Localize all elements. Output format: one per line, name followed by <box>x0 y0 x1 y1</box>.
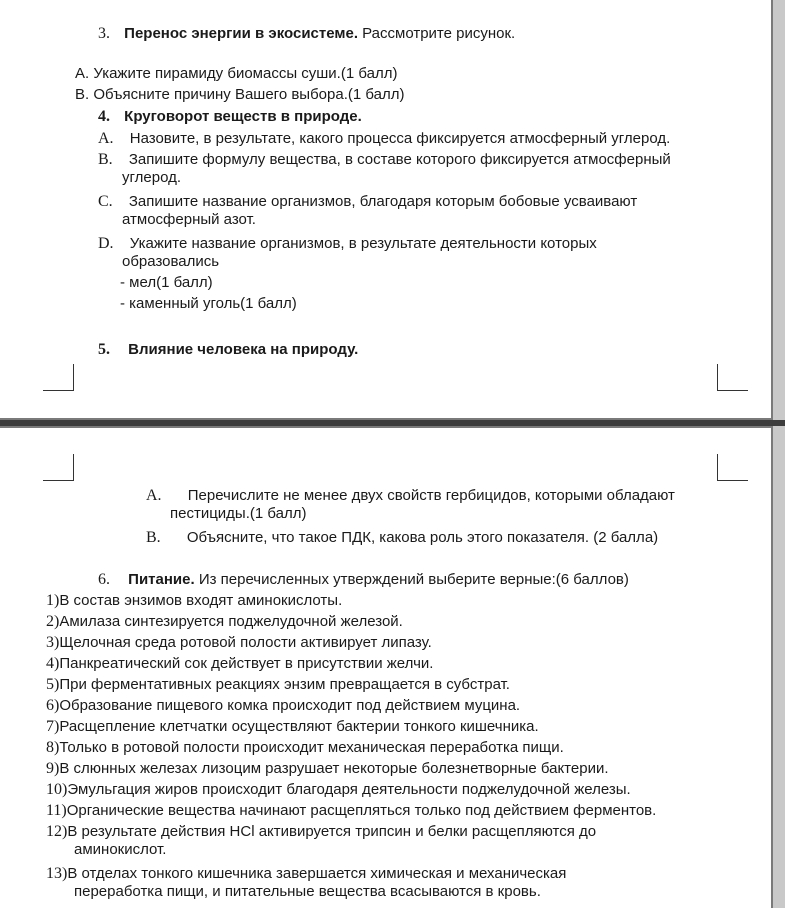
statement-item: 8)Только в ротовой полости происходит механическая переработка пищи. <box>46 739 564 756</box>
question-3b: В. Объясните причину Вашего выбора.(1 балл) <box>75 86 405 103</box>
question-5b: B. Объясните, что такое ПДК, какова роль этого показателя. (2 балла) <box>146 529 659 546</box>
question-4d: D. Укажите название организмов, в результате деятельности которых <box>98 235 597 252</box>
statement-item-cont: аминокислот. <box>74 841 167 858</box>
question-4b: B. Запишите формулу вещества, в составе которого фиксируется атмосферный <box>98 151 671 168</box>
question-5a: A. Перечислите не менее двух свойств гербицидов, которыми обладают <box>146 487 675 504</box>
statement-item: 5)При ферментативных реакциях энзим превращается в субстрат. <box>46 676 510 693</box>
question-6-title: Питание. <box>128 571 195 588</box>
statement-item: 10)Эмульгация жиров происходит благодаря деятельности поджелудочной железы. <box>46 781 631 798</box>
question-4-heading: 4. Круговорот веществ в природе. <box>98 108 362 125</box>
question-4a: A. Назовите, в результате, какого процесса фиксируется атмосферный углерод. <box>98 130 671 147</box>
statement-item: 4)Панкреатический сок действует в присутствии желчи. <box>46 655 434 672</box>
statement-item: 11)Органические вещества начинают расщепляться только под действием ферментов. <box>46 802 657 819</box>
page-corner-mark-left <box>43 454 74 481</box>
page-corner-mark-left <box>43 364 74 391</box>
statement-item-cont: переработка пищи, и питательные вещества всасываются в кровь. <box>74 883 541 900</box>
question-3-title: Перенос энергии в экосистеме. <box>124 25 358 42</box>
question-5a-cont: пестициды.(1 балл) <box>170 505 307 522</box>
question-4d-cont: образовались <box>122 253 220 270</box>
statement-item: 2)Амилаза синтезируется поджелудочной железой. <box>46 613 403 630</box>
question-3-heading: 3. Перенос энергии в экосистеме. Рассмотрите рисунок. <box>98 25 516 42</box>
question-6-heading: 6. Питание. Из перечисленных утверждений выберите верные:(6 баллов) <box>98 571 629 588</box>
question-4-title: Круговорот веществ в природе. <box>124 108 362 125</box>
question-4c-cont: атмосферный азот. <box>122 211 256 228</box>
statement-item: 9)В слюнных железах лизоцим разрушает некоторые болезнетворные бактерии. <box>46 760 609 777</box>
question-4d-sub2: - каменный уголь(1 балл) <box>120 295 297 312</box>
statement-item: 1)В состав энзимов входят аминокислоты. <box>46 592 343 609</box>
page-corner-mark-right <box>717 454 748 481</box>
statement-item: 3)Щелочная среда ротовой полости активирует липазу. <box>46 634 432 651</box>
question-5-heading: 5. Влияние человека на природу. <box>98 341 359 358</box>
question-5-title: Влияние человека на природу. <box>128 341 359 358</box>
page-corner-mark-right <box>717 364 748 391</box>
document-page-2 <box>0 426 773 908</box>
question-4c: C. Запишите название организмов, благодаря которым бобовые усваивают <box>98 193 638 210</box>
document-page-1 <box>0 0 773 420</box>
statement-item: 13)В отделах тонкого кишечника завершается химическая и механическая <box>46 865 567 882</box>
statement-item: 7)Расщепление клетчатки осуществляют бактерии тонкого кишечника. <box>46 718 539 735</box>
statement-item: 6)Образование пищевого комка происходит под действием муцина. <box>46 697 521 714</box>
question-3a: А. Укажите пирамиду биомассы суши.(1 балл) <box>75 65 398 82</box>
question-4d-sub1: - мел(1 балл) <box>120 274 213 291</box>
question-4b-cont: углерод. <box>122 169 182 186</box>
statement-item: 12)В результате действия HCl активируется трипсин и белки расщепляются до <box>46 823 597 840</box>
